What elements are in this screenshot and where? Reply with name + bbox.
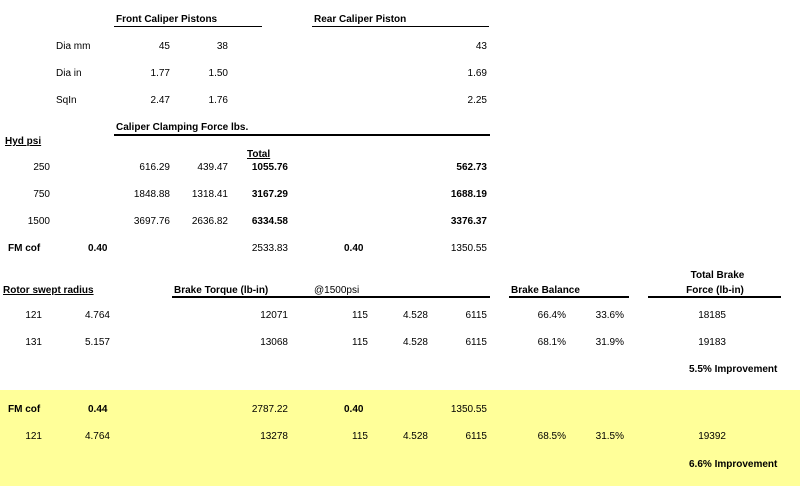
rear-radius-mm: 115 — [352, 431, 368, 442]
rear-radius-in: 4.528 — [402, 431, 428, 442]
rear-cof: 0.40 — [344, 243, 364, 254]
front-header-rule — [114, 26, 262, 27]
front-caliper-header: Front Caliper Pistons — [116, 14, 218, 25]
rear-torque: 6115 — [465, 310, 487, 321]
radius-in: 4.764 — [84, 431, 110, 442]
front-cof: 0.44 — [88, 404, 108, 415]
front-force-2: 439.47 — [197, 162, 228, 173]
rear-cof-value: 1350.55 — [450, 243, 487, 254]
rear-piston: 43 — [475, 41, 487, 52]
torque-rule — [172, 296, 490, 298]
radius-mm: 121 — [25, 431, 42, 442]
rear-radius-mm: 115 — [352, 337, 368, 348]
front-cof-value: 2533.83 — [251, 243, 288, 254]
radius-mm: 131 — [25, 337, 42, 348]
rear-force: 1688.19 — [450, 189, 487, 200]
balance-front: 68.1% — [537, 337, 566, 348]
at-psi-label: @1500psi — [314, 285, 360, 296]
front-force-1: 1848.88 — [133, 189, 170, 200]
brake-torque-header: Brake Torque (lb-in) — [174, 285, 269, 296]
radius-in: 4.764 — [84, 310, 110, 321]
front-piston-2: 38 — [216, 41, 228, 52]
improvement-note: 5.5% Improvement — [689, 364, 778, 375]
front-piston-2: 1.50 — [208, 68, 228, 79]
front-torque: 13068 — [260, 337, 288, 348]
rear-force: 562.73 — [456, 162, 487, 173]
front-force-1: 616.29 — [139, 162, 170, 173]
rear-radius-in: 4.528 — [402, 337, 428, 348]
psi-value: 750 — [33, 189, 50, 200]
front-force-2: 2636.82 — [191, 216, 228, 227]
rear-piston: 2.25 — [467, 95, 487, 106]
rear-force: 3376.37 — [450, 216, 487, 227]
balance-rule — [509, 296, 629, 298]
balance-front: 66.4% — [537, 310, 566, 321]
front-piston-1: 1.77 — [150, 68, 170, 79]
row-label: Dia mm — [56, 41, 91, 52]
front-piston-2: 1.76 — [208, 95, 228, 106]
rear-torque: 6115 — [465, 431, 487, 442]
total-torque: 18185 — [698, 310, 726, 321]
rear-piston: 1.69 — [467, 68, 487, 79]
front-torque: 12071 — [260, 310, 288, 321]
psi-value: 250 — [33, 162, 50, 173]
row-label: SqIn — [56, 95, 77, 106]
front-force-2: 1318.41 — [191, 189, 228, 200]
total-torque: 19183 — [698, 337, 726, 348]
front-total: 6334.58 — [251, 216, 288, 227]
fm-cof-label: FM cof — [8, 243, 41, 254]
fm-cof-label: FM cof — [8, 404, 41, 415]
front-force-1: 3697.76 — [133, 216, 170, 227]
rotor-radius-header: Rotor swept radius — [3, 285, 94, 296]
rear-radius-in: 4.528 — [402, 310, 428, 321]
front-cof: 0.40 — [88, 243, 108, 254]
front-cof-value: 2787.22 — [251, 404, 288, 415]
front-total: 1055.76 — [251, 162, 288, 173]
row-label: Dia in — [56, 68, 82, 79]
clamping-force-header: Caliper Clamping Force lbs. — [116, 122, 249, 133]
total-force-header-1: Total Brake — [690, 270, 745, 281]
radius-mm: 121 — [25, 310, 42, 321]
rear-torque: 6115 — [465, 337, 487, 348]
psi-value: 1500 — [27, 216, 50, 227]
brake-balance-header: Brake Balance — [511, 285, 580, 296]
radius-in: 5.157 — [84, 337, 110, 348]
rear-header-rule — [312, 26, 489, 27]
rear-cof: 0.40 — [344, 404, 364, 415]
total-torque: 19392 — [698, 431, 726, 442]
balance-rear: 33.6% — [595, 310, 624, 321]
front-piston-1: 45 — [158, 41, 170, 52]
balance-front: 68.5% — [537, 431, 566, 442]
rear-caliper-header: Rear Caliper Piston — [314, 14, 407, 25]
improvement-note: 6.6% Improvement — [689, 459, 778, 470]
balance-rear: 31.5% — [595, 431, 624, 442]
front-torque: 13278 — [260, 431, 288, 442]
total-force-rule — [648, 296, 781, 298]
total-header: Total — [247, 149, 271, 160]
clamping-rule — [114, 134, 490, 136]
hyd-psi-header: Hyd psi — [5, 136, 42, 147]
total-force-header-2: Force (lb-in) — [686, 285, 744, 296]
rear-cof-value: 1350.55 — [450, 404, 487, 415]
rear-radius-mm: 115 — [352, 310, 368, 321]
front-piston-1: 2.47 — [150, 95, 170, 106]
balance-rear: 31.9% — [595, 337, 624, 348]
front-total: 3167.29 — [251, 189, 288, 200]
